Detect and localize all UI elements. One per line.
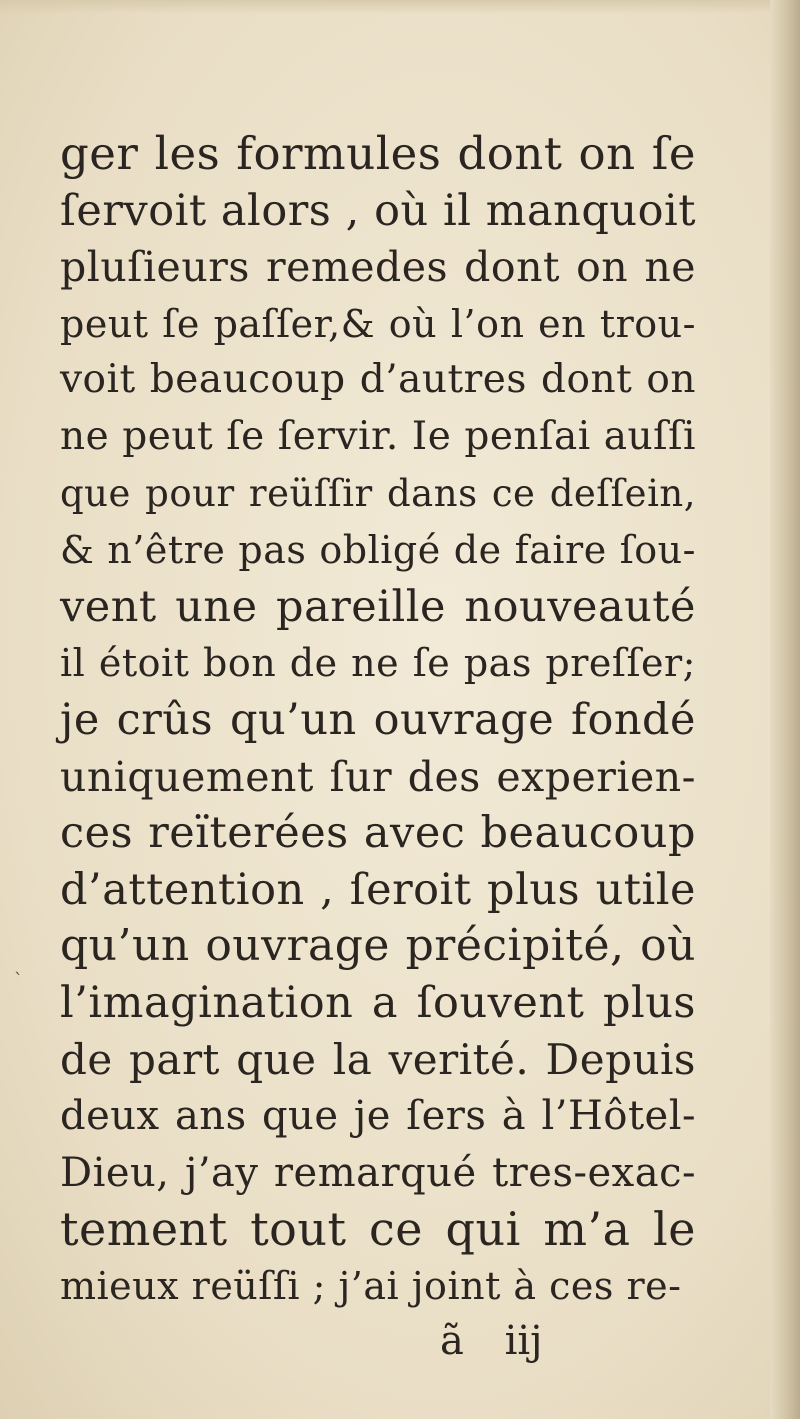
text-line: d’attention , ſeroit plus utile [60,864,696,915]
text-line: uniquement ſur des experien- [60,752,696,801]
text-line: & n’être pas obligé de faire ſou- [60,528,696,573]
margin-mark: ˋ [14,970,23,991]
text-line: ſervoit alors , où il manquoit [60,185,696,236]
text-line: je crûs qu’un ouvrage fondé [60,694,696,745]
text-line: que pour reüſſir dans ce deſſein, [60,471,696,515]
text-line: pluſieurs remedes dont on ne [60,243,696,292]
text-line: tement tout ce qui m’a le [60,1202,696,1257]
text-line: ces reïterées avec beaucoup [60,808,696,859]
text-line: ger les formules dont on ſe [60,127,696,180]
text-line: l’imagination a ſouvent plus [60,977,696,1028]
text-line: de part que la verité. Depuis [60,1034,696,1084]
text-line: peut ſe paſſer,& où l’on en trou- [60,301,696,346]
text-line: deux ans que je ſers à l’Hôtel- [60,1093,696,1140]
text-line: mieux reüſſi ; j’ai joint à ces re- [60,1263,682,1308]
text-line: il étoit bon de ne ſe pas preſſer; [60,641,696,686]
body-text [60,126,696,1314]
page-right-edge [770,0,800,1419]
text-line: ne peut ſe ſervir. Ie penſai auſſi [60,413,696,459]
signature-mark: ã iij [440,1318,543,1364]
text-line: voit beaucoup d’autres dont on [60,357,696,403]
text-line: Dieu, j’ay remarqué tres-exac- [60,1149,696,1196]
page-top-shadow [0,0,800,14]
text-line: qu’un ouvrage précipité, où [60,920,696,972]
text-line: vent une pareille nouveauté [60,581,696,632]
